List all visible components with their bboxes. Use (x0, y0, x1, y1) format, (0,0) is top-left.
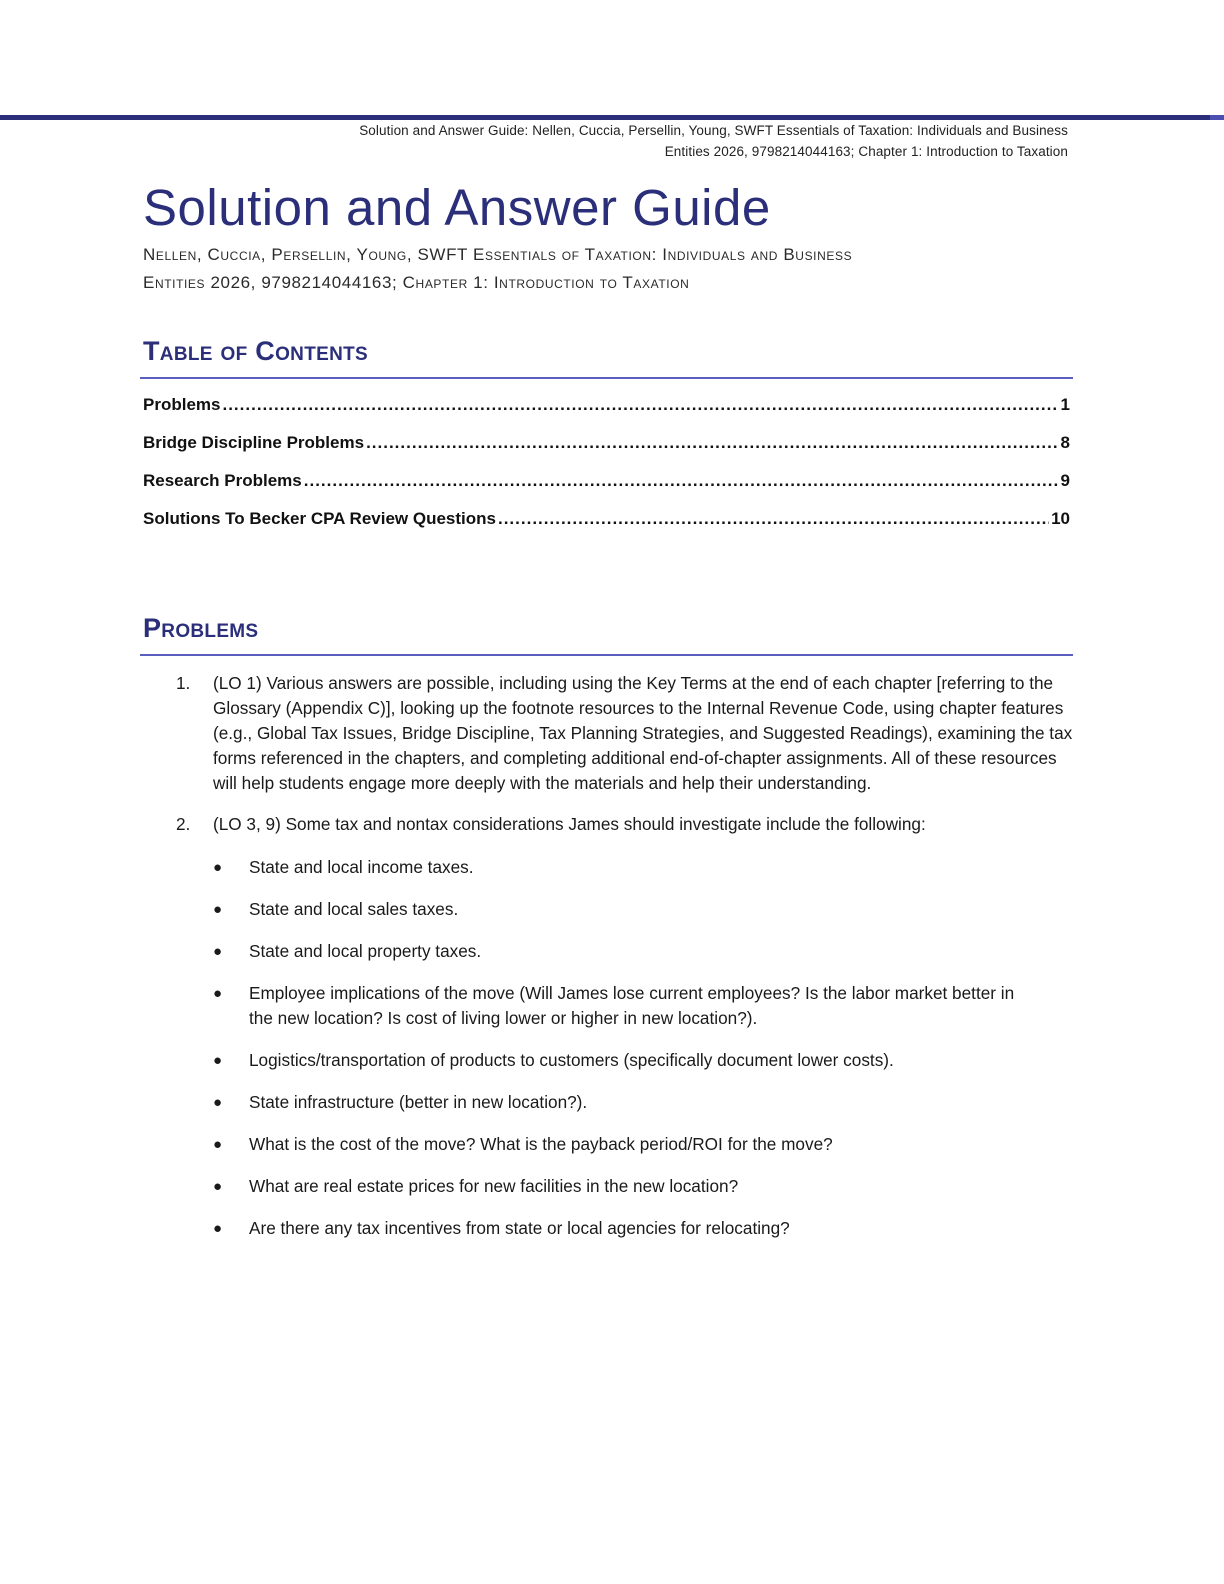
list-item: ● Employee implications of the move (Will James lose current employees? Is the labor market better in the new location? Is cost of living lower or higher in new location?). (213, 981, 1073, 1031)
bullet-icon: ● (213, 943, 223, 960)
bullet-icon: ● (213, 1052, 223, 1069)
toc-entry-problems[interactable] (143, 395, 1070, 433)
toc-leader-dots (366, 433, 1058, 453)
bullet-icon: ● (213, 1136, 223, 1153)
problems-divider (140, 654, 1073, 656)
problems-heading: Problems (143, 613, 259, 643)
bullet-icon: ● (213, 859, 223, 876)
problem-number: 2. (176, 814, 191, 834)
bullet-icon: ● (213, 1220, 223, 1237)
toc-leader-dots (222, 395, 1058, 415)
toc-leader-dots (498, 509, 1049, 529)
toc-entry-becker-cpa-review[interactable] (143, 509, 1070, 547)
bullet-icon: ● (213, 985, 223, 1002)
toc-entry-label: Problems (143, 395, 221, 414)
document-subtitle (143, 241, 1083, 297)
problem-item (143, 671, 1073, 796)
list-item: ● State and local sales taxes. (213, 897, 1073, 922)
toc-heading: Table of Contents (143, 336, 368, 366)
toc-entry-bridge-discipline-problems[interactable] (143, 433, 1070, 471)
bullet-icon: ● (213, 901, 223, 918)
problem-number: 1. (176, 673, 191, 693)
toc-divider (140, 377, 1073, 379)
toc-entry-page: 9 (1060, 471, 1070, 490)
toc-entry-label: Bridge Discipline Problems (143, 433, 365, 452)
subtitle-line-1: Nellen, Cuccia, Persellin, Young, SWFT Essentials of Taxation: Individuals and Business (143, 245, 853, 264)
toc-leader-dots (304, 471, 1059, 491)
list-item: ● Are there any tax incentives from state or local agencies for relocating? (213, 1216, 1073, 1241)
bullet-icon: ● (213, 1178, 223, 1195)
subtitle-line-2: Entities 2026, 9798214044163; Chapter 1: Introduction to Taxation (143, 273, 690, 292)
list-item: ● State and local property taxes. (213, 939, 1073, 964)
list-item: ● State and local income taxes. (213, 855, 1073, 880)
table-of-contents (143, 395, 1070, 547)
running-header (108, 120, 1068, 162)
problem-text: (LO 1) Various answers are possible, including using the Key Terms at the end of each chapter [referring to the Glossary (Appendix C)], looking up the footnote resources to the Internal Revenue Code, using chapter features (e.g., Global Tax Issues, Bridge Discipline, Tax Planning Strategies, and Suggested Readings), examining the tax forms referenced in the chapters, and completing additional end-of-chapter assignments. All of these resources will help students engage more deeply with the materials and help their understanding. (213, 673, 1073, 793)
list-item: ● State infrastructure (better in new location?). (213, 1090, 1073, 1115)
toc-entry-label: Solutions To Becker CPA Review Questions (143, 509, 496, 528)
toc-entry-page: 8 (1060, 433, 1070, 452)
toc-entry-page: 10 (1051, 509, 1070, 528)
running-header-line-2: Entities 2026, 9798214044163; Chapter 1: Introduction to Taxation (664, 144, 1068, 159)
problem-text: (LO 3, 9) Some tax and nontax considerations James should investigate include the following: (213, 814, 926, 834)
toc-entry-research-problems[interactable] (143, 471, 1070, 509)
problems-list (143, 671, 1073, 1274)
problem-item (143, 812, 1073, 1258)
bullet-icon: ● (213, 1094, 223, 1111)
toc-entry-page: 1 (1060, 395, 1070, 414)
list-item: ● What is the cost of the move? What is the payback period/ROI for the move? (213, 1132, 1073, 1157)
toc-entry-label: Research Problems (143, 471, 302, 490)
running-header-line-1: Solution and Answer Guide: Nellen, Cuccia, Persellin, Young, SWFT Essentials of Taxation: Individuals and Business (359, 123, 1068, 138)
page-title: Solution and Answer Guide (143, 179, 771, 236)
list-item: ● What are real estate prices for new facilities in the new location? (213, 1174, 1073, 1199)
header-bar-accent (1210, 115, 1224, 120)
list-item: ● Logistics/transportation of products to customers (specifically document lower costs). (213, 1048, 1073, 1073)
considerations-list (213, 855, 1073, 1241)
